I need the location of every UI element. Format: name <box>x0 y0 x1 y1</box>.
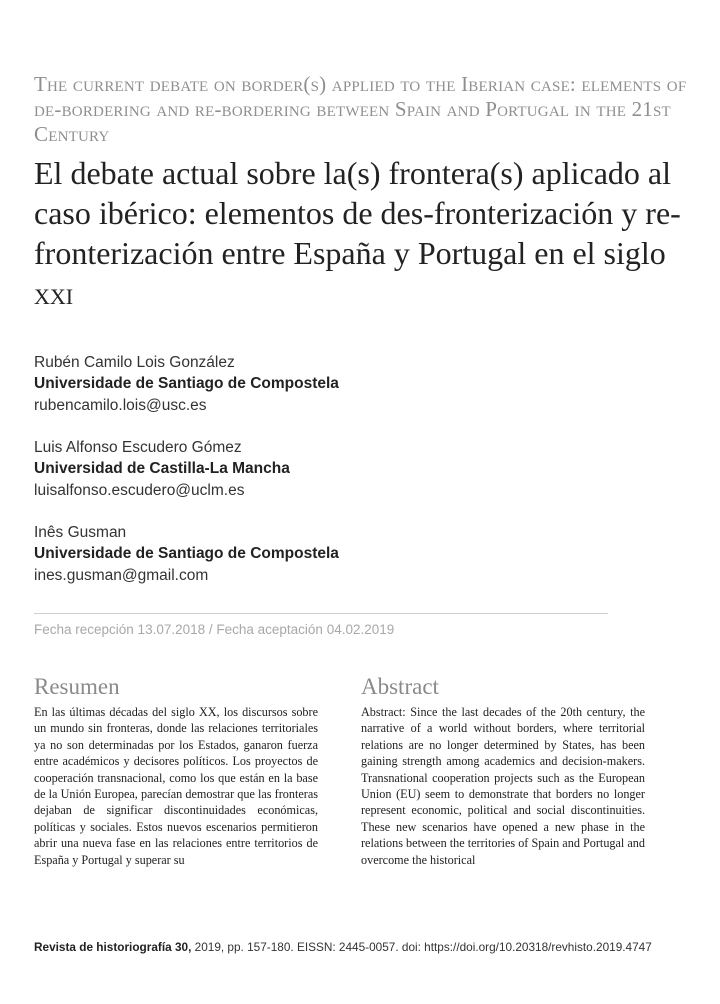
author-name: Rubén Camilo Lois González <box>34 354 235 371</box>
author-name: Inês Gusman <box>34 524 127 541</box>
author-institution: Universidad de Castilla-La Mancha <box>34 460 290 477</box>
journal-name: Revista de historiografía 30, <box>34 940 192 954</box>
author-name: Luis Alfonso Escudero Gómez <box>34 439 242 456</box>
divider-rule <box>34 613 608 614</box>
submission-dates: Fecha recepción 13.07.2018 / Fecha aceptación 04.02.2019 <box>34 622 395 637</box>
spanish-title <box>34 153 694 313</box>
resumen-text: En las últimas décadas del siglo XX, los discursos sobre un mundo sin fronteras, donde las relaciones territoriales ya no son determinadas por los Estados, ganaron fuerza entre académicos y decisores políticos. Los proyectos de cooperación transnacional, como los que están en la base de la Unión Europea, parecían demostrar que las fronteras dejaban de significar discontinuidades económicas, políticas y sociales. Estos nuevos escenarios permitieron abrir una nueva fase en las relaciones entre territorios de España y Portugal y superar su <box>34 705 318 867</box>
abstract-section <box>361 673 645 868</box>
author-block-1 <box>34 352 634 416</box>
citation-footer <box>34 939 694 955</box>
author-email[interactable]: ines.gusman@gmail.com <box>34 567 209 584</box>
author-institution: Universidade de Santiago de Compostela <box>34 375 339 392</box>
abstract-heading: Abstract <box>361 674 439 699</box>
english-title: The current debate on border(s) applied to the Iberian case: elements of de-bordering and re-bordering between Spain and Portugal in the 21st Century <box>34 72 687 146</box>
author-email[interactable]: rubencamilo.lois@usc.es <box>34 397 207 414</box>
resumen-heading: Resumen <box>34 674 120 699</box>
author-email[interactable]: luisalfonso.escudero@uclm.es <box>34 482 245 499</box>
author-institution: Universidade de Santiago de Compostela <box>34 545 339 562</box>
author-block-2 <box>34 437 634 501</box>
citation-details: 2019, pp. 157-180. EISSN: 2445-0057. doi: https://doi.org/10.20318/revhisto.2019.4747 <box>191 940 652 954</box>
spanish-title-main: El debate actual sobre la(s) frontera(s) aplicado al caso ibérico: elementos de des-fronterización y re-fronterización entre España y Portugal en el siglo <box>34 155 681 271</box>
abstract-text: Abstract: Since the last decades of the 20th century, the narrative of a world without borders, where territorial relations are no longer determined by States, has been gaining strength among academics and decision-makers. Transnational cooperation projects such as the European Union (EU) seem to demonstrate that borders no longer represent economic, political and social discontinuities. These new scenarios have opened a new phase in the relations between the territories of Spain and Portugal and overcome the historical <box>361 705 645 867</box>
author-block-3 <box>34 522 634 586</box>
spanish-title-century: xxi <box>34 275 74 311</box>
resumen-section <box>34 673 318 868</box>
